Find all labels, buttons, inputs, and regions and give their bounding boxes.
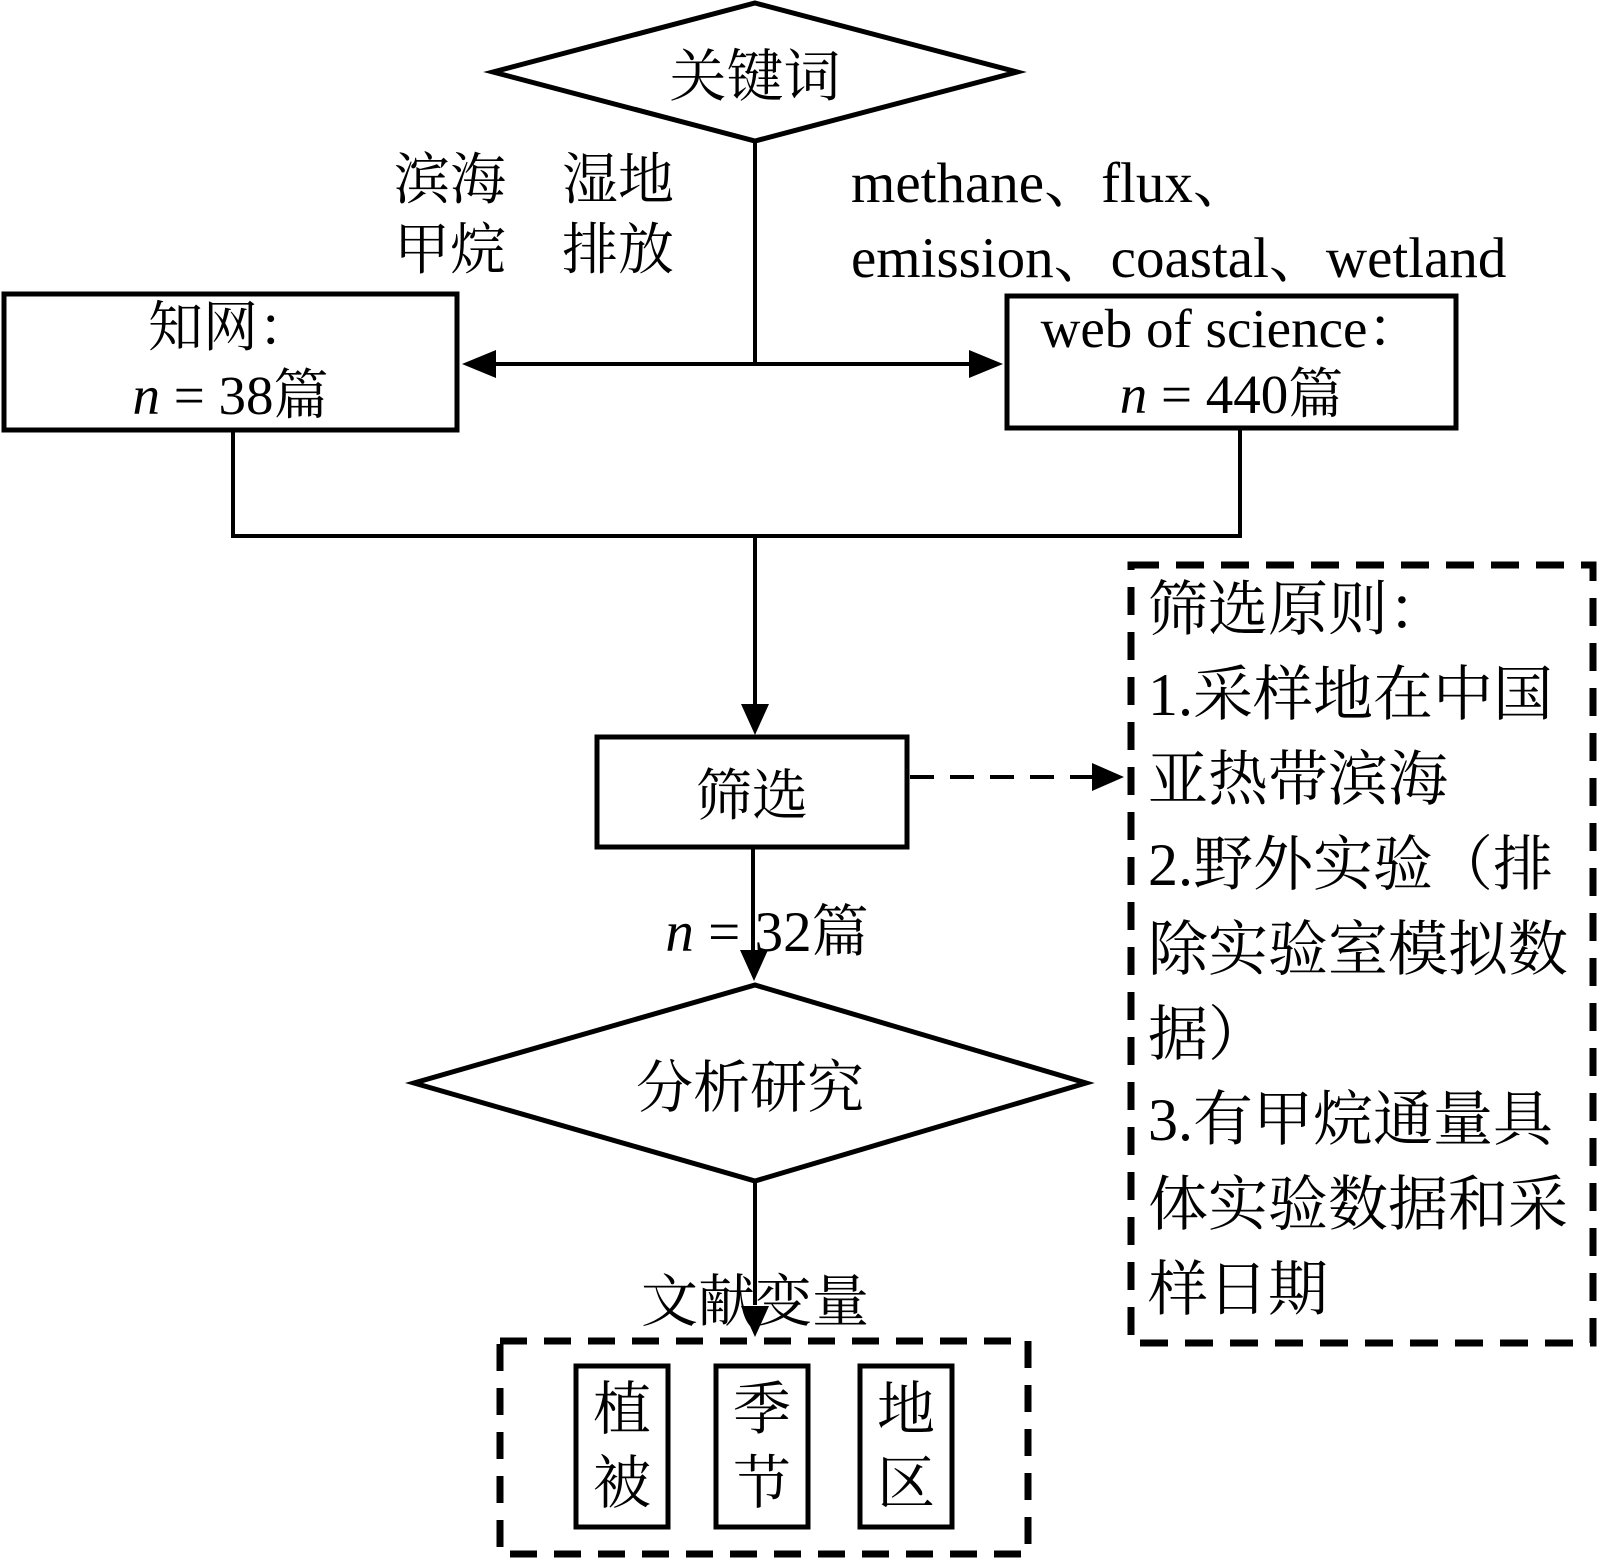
principles-arrow-head bbox=[1092, 763, 1124, 791]
vegetation-box-label: 植被 bbox=[592, 1376, 651, 1516]
principles-box bbox=[1148, 568, 1598, 1333]
season-box bbox=[716, 1366, 808, 1527]
principles-line-1: 1.采样地在中国 bbox=[1148, 662, 1553, 728]
cnki-box-count bbox=[132, 362, 328, 430]
keywords-en-line1: methane、flux、 bbox=[851, 152, 1250, 215]
screen-n-variable: n bbox=[665, 901, 694, 964]
screen-box-label: 筛选 bbox=[696, 766, 808, 828]
principles-line-4: 除实验室模拟数 bbox=[1148, 917, 1568, 983]
region-box bbox=[860, 1366, 952, 1527]
cnki-box bbox=[4, 294, 457, 430]
analysis-diamond-label: 分析研究 bbox=[636, 1057, 864, 1120]
keywords-cn-block bbox=[384, 146, 684, 286]
screen-result-count bbox=[627, 886, 907, 968]
principles-title: 筛选原则： bbox=[1148, 577, 1448, 643]
double-arrow-left-head bbox=[462, 350, 496, 378]
principles-line-3: 2.野外实验（排 bbox=[1148, 832, 1553, 898]
screen-n-value: = 32篇 bbox=[693, 901, 869, 964]
variables-label: 文献变量 bbox=[641, 1271, 869, 1334]
principles-line-6: 3.有甲烷通量具 bbox=[1148, 1087, 1553, 1153]
merge-arrow-head bbox=[741, 704, 769, 735]
keywords-en-block bbox=[851, 146, 1596, 296]
keyword-diamond-label: 关键词 bbox=[669, 46, 841, 109]
season-box-label: 季节 bbox=[732, 1376, 791, 1516]
wos-n-variable: n bbox=[1119, 364, 1148, 425]
principles-line-8: 样日期 bbox=[1148, 1257, 1328, 1323]
region-box-label: 地区 bbox=[876, 1376, 935, 1516]
wos-n-value: = 440篇 bbox=[1147, 364, 1344, 425]
vegetation-box bbox=[576, 1366, 668, 1527]
double-arrow-right-head bbox=[969, 350, 1003, 378]
wos-box-title: web of science： bbox=[1040, 298, 1423, 359]
keywords-cn-line1: 滨海 湿地 bbox=[394, 150, 674, 212]
wos-box bbox=[1007, 296, 1456, 428]
cnki-n-variable: n bbox=[132, 365, 160, 426]
principles-line-2: 亚热带滨海 bbox=[1148, 747, 1448, 813]
wos-box-count bbox=[1120, 362, 1344, 428]
principles-line-7: 体实验数据和采 bbox=[1148, 1172, 1568, 1238]
cnki-box-title: 知网： bbox=[147, 297, 313, 358]
keywords-cn-line2: 甲烷 排放 bbox=[394, 220, 674, 282]
cnki-n-value: = 38篇 bbox=[159, 365, 329, 426]
principles-line-5: 据） bbox=[1148, 1002, 1268, 1068]
keywords-en-line2: emission、coastal、wetland bbox=[851, 227, 1507, 290]
